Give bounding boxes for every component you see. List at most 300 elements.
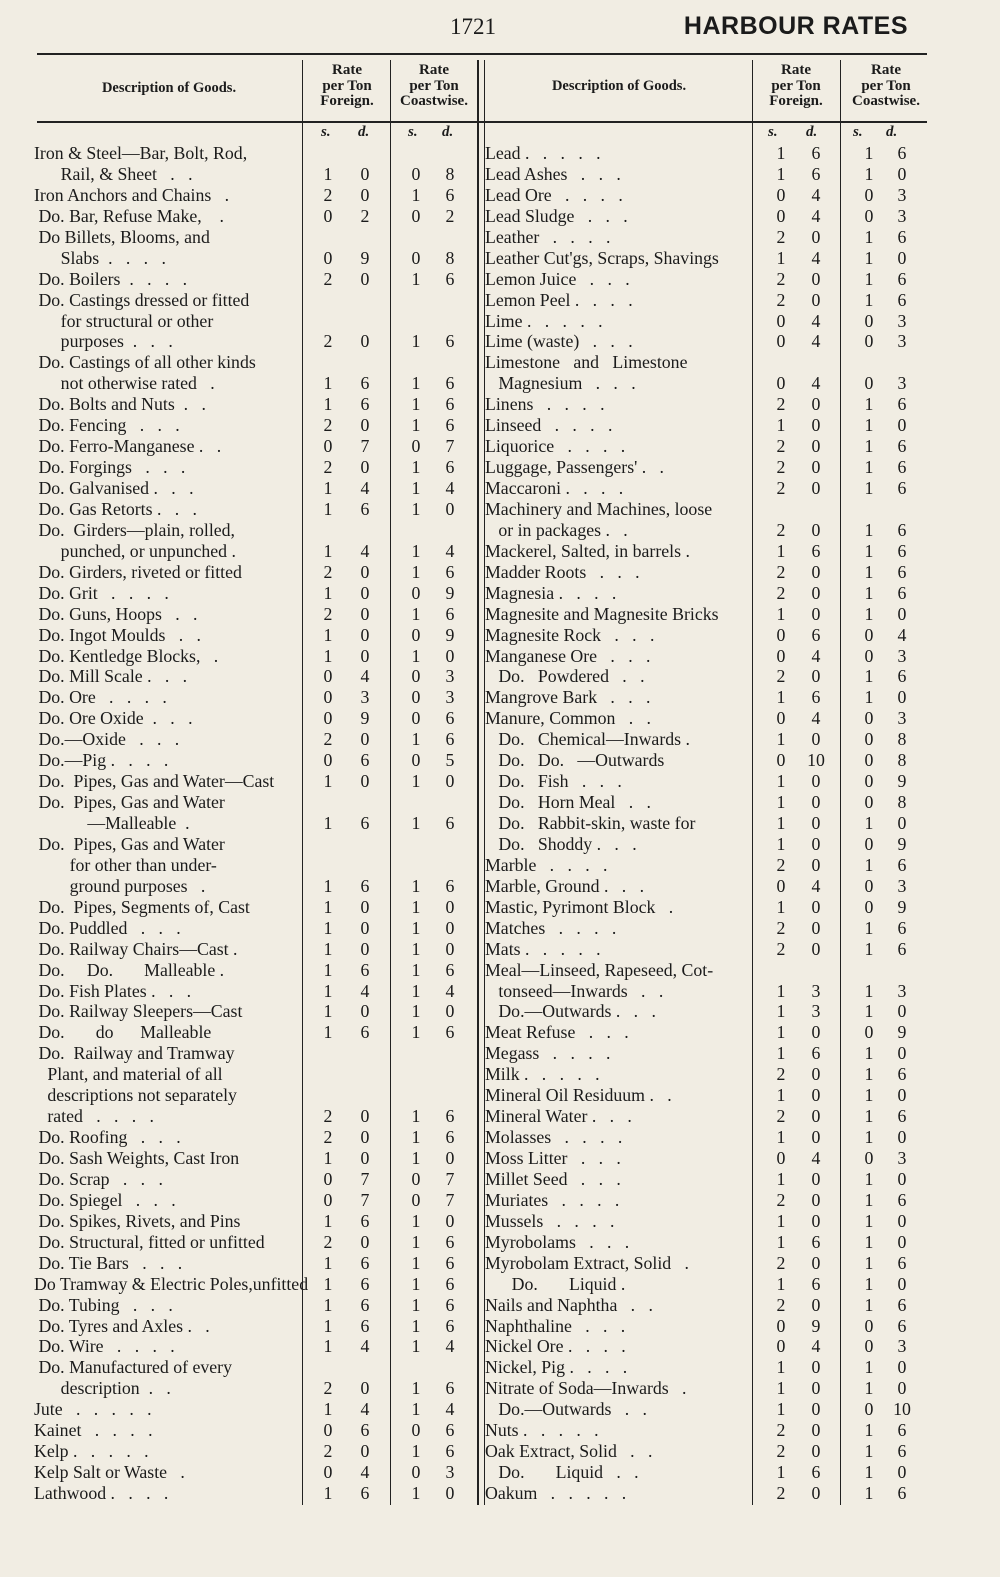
rate-coastwise-pence: 6 (897, 582, 907, 603)
table-row (485, 897, 935, 918)
rate-foreign-pence: 0 (360, 331, 370, 352)
rate-coastwise-pence: 0 (445, 1483, 455, 1503)
goods-description: Do. do Malleable (34, 1022, 212, 1043)
goods-description: Do.—Outwards . . . (485, 1001, 656, 1022)
rate-coastwise-pence: 0 (897, 1273, 907, 1294)
table-row (34, 646, 474, 667)
goods-description: Do. Liquid . (485, 1273, 626, 1294)
rate-foreign-pence: 0 (360, 896, 370, 917)
rate-coastwise-pence: 6 (445, 268, 455, 289)
table-row (34, 1378, 474, 1399)
rate-coastwise-pence: 0 (897, 1127, 907, 1148)
goods-description: Maccaroni . . . . (485, 478, 624, 498)
rate-coastwise-pence: 9 (445, 582, 455, 603)
rate-foreign-shillings: 2 (776, 457, 786, 478)
rate-foreign-shillings: 2 (323, 1231, 333, 1252)
rate-foreign-shillings: 1 (323, 624, 333, 645)
rate-foreign-shillings: 1 (776, 1462, 786, 1483)
rate-foreign-shillings: 1 (323, 917, 333, 938)
table-row (34, 1148, 474, 1169)
goods-description: Do. Guns, Hoops . . (34, 603, 198, 624)
rate-coastwise-pence: 3 (897, 331, 907, 352)
goods-description: Do. Tie Bars . . . (34, 1252, 183, 1273)
table-row (485, 541, 935, 562)
rate-coastwise-shillings: 1 (411, 1001, 421, 1022)
top-rule (37, 53, 927, 55)
rate-foreign-shillings: 1 (776, 1001, 786, 1022)
goods-description: Lead Sludge . . . (485, 205, 628, 226)
rate-coastwise-pence: 0 (445, 896, 455, 917)
goods-description: Do.—Pig . . . . (34, 750, 169, 771)
table-row (34, 373, 474, 394)
table-row (485, 1085, 935, 1106)
rate-coastwise-pence: 9 (897, 833, 907, 854)
table-row (34, 1295, 474, 1316)
rate-coastwise-pence: 0 (897, 813, 907, 833)
goods-description: Mastic, Pyrimont Block . (485, 896, 674, 917)
goods-description: Lathwood . . . . (34, 1483, 169, 1503)
rate-coastwise-pence: 6 (897, 1315, 907, 1336)
rate-foreign-shillings: 2 (776, 1106, 786, 1127)
rate-foreign-shillings: 1 (323, 1336, 333, 1357)
rate-coastwise-pence: 3 (897, 708, 907, 729)
rate-coastwise-shillings: 1 (864, 666, 874, 687)
goods-description: Megass . . . . (485, 1043, 611, 1064)
rate-coastwise-pence: 4 (445, 1336, 455, 1357)
goods-description: Kelp Salt or Waste . (34, 1462, 185, 1483)
rate-foreign-shillings: 0 (323, 708, 333, 729)
rate-coastwise-shillings: 1 (864, 1127, 874, 1148)
rate-coastwise-pence: 6 (897, 226, 907, 247)
table-row (34, 1001, 474, 1022)
rate-coastwise-shillings: 1 (411, 498, 421, 519)
table-row (34, 143, 474, 164)
rate-foreign-shillings: 0 (776, 1336, 786, 1357)
table-row (34, 520, 474, 541)
rate-coastwise-pence: 9 (897, 1022, 907, 1043)
rate-foreign-pence: 0 (811, 666, 821, 687)
table-row (34, 604, 474, 625)
table-row (34, 1085, 474, 1106)
rate-foreign-pence: 4 (360, 1399, 370, 1420)
goods-description: Limestone and Limestone (485, 352, 688, 373)
goods-description: Linens . . . . (485, 394, 605, 415)
unit-pence: d. (806, 124, 818, 140)
rate-foreign-shillings: 1 (323, 478, 333, 498)
header-line: Coastwise. (400, 93, 468, 109)
rate-coastwise-shillings: 0 (411, 708, 421, 729)
rate-coastwise-shillings: 0 (411, 687, 421, 708)
goods-description: Do. Railway and Tramway (34, 1043, 235, 1064)
rate-foreign-shillings: 0 (323, 1189, 333, 1210)
rate-foreign-pence: 6 (811, 1231, 821, 1252)
goods-description: Leather . . . . (485, 226, 611, 247)
header-line: Foreign. (769, 93, 823, 109)
rate-coastwise-pence: 0 (445, 1001, 455, 1022)
table-row (485, 331, 935, 352)
rate-foreign-shillings: 1 (776, 603, 786, 624)
goods-description: Muriates . . . . (485, 1189, 620, 1210)
rate-foreign-shillings: 0 (323, 436, 333, 457)
goods-description: Do. Wire . . . . (34, 1336, 175, 1357)
rate-foreign-pence: 0 (811, 1294, 821, 1315)
rate-coastwise-pence: 0 (897, 1231, 907, 1252)
rate-foreign-pence: 0 (360, 938, 370, 959)
rate-foreign-shillings: 2 (776, 1420, 786, 1441)
rate-foreign-pence: 4 (360, 1336, 370, 1357)
table-row (34, 1169, 474, 1190)
goods-description: Do. Ferro-Manganese . . (34, 436, 222, 457)
rate-foreign-pence: 0 (811, 289, 821, 310)
rate-coastwise-shillings: 1 (411, 478, 421, 498)
goods-description: Do. Girders—plain, rolled, (34, 519, 235, 540)
rate-coastwise-pence: 0 (897, 1085, 907, 1106)
rate-foreign-pence: 4 (360, 478, 370, 498)
rate-foreign-pence: 0 (811, 917, 821, 938)
rate-coastwise-shillings: 1 (864, 519, 874, 540)
goods-description: Machinery and Machines, loose (485, 498, 713, 519)
rate-foreign-pence: 6 (811, 540, 821, 561)
rate-foreign-pence: 6 (811, 1462, 821, 1483)
rate-coastwise-shillings: 0 (864, 1148, 874, 1168)
table-row (485, 1357, 935, 1378)
rate-coastwise-shillings: 1 (864, 1462, 874, 1483)
table-row (485, 855, 935, 876)
rate-coastwise-shillings: 1 (411, 331, 421, 352)
unit-shillings: s. (408, 124, 418, 140)
rate-foreign-pence: 4 (360, 540, 370, 561)
goods-description: Rail, & Sheet . . (34, 163, 193, 184)
table-row (485, 269, 935, 290)
rate-foreign-pence: 4 (811, 184, 821, 205)
rate-coastwise-pence: 0 (445, 498, 455, 519)
rate-coastwise-pence: 6 (445, 875, 455, 896)
rate-foreign-pence: 0 (811, 478, 821, 498)
rate-foreign-pence: 0 (360, 1148, 370, 1168)
goods-description: purposes . . . (34, 331, 173, 352)
rate-foreign-pence: 0 (360, 771, 370, 792)
goods-description: Do. Shoddy . . . (485, 833, 637, 854)
rate-foreign-pence: 0 (811, 603, 821, 624)
table-row (485, 750, 935, 771)
rate-foreign-shillings: 2 (323, 561, 333, 582)
table-row (485, 771, 935, 792)
rate-foreign-pence: 6 (360, 1022, 370, 1043)
rate-foreign-shillings: 2 (776, 289, 786, 310)
rate-coastwise-shillings: 1 (864, 268, 874, 289)
rate-foreign-pence: 4 (811, 205, 821, 226)
rate-coastwise-pence: 0 (445, 771, 455, 792)
rate-coastwise-pence: 6 (897, 917, 907, 938)
goods-description: —Malleable . (34, 813, 190, 833)
table-row (34, 625, 474, 646)
right-description-header: Description of Goods. (551, 78, 687, 94)
rate-foreign-shillings: 1 (776, 1168, 786, 1189)
rate-coastwise-shillings: 1 (411, 540, 421, 561)
rate-foreign-shillings: 1 (323, 1148, 333, 1168)
goods-description: Millet Seed . . . (485, 1168, 621, 1189)
unit-shillings: s. (321, 124, 331, 140)
table-row (34, 918, 474, 939)
rate-foreign-shillings: 2 (776, 1294, 786, 1315)
table-row (34, 185, 474, 206)
rate-coastwise-shillings: 1 (864, 917, 874, 938)
rate-foreign-shillings: 0 (776, 1315, 786, 1336)
table-row (34, 855, 474, 876)
goods-description: for other than under- (34, 854, 217, 875)
header-line: Foreign. (320, 93, 374, 109)
rate-coastwise-shillings: 0 (411, 247, 421, 268)
table-row (485, 352, 935, 373)
table-row (34, 436, 474, 457)
rate-coastwise-shillings: 1 (411, 415, 421, 436)
rate-coastwise-shillings: 1 (864, 938, 874, 959)
goods-description: description . . (34, 1378, 171, 1399)
rate-foreign-shillings: 1 (776, 540, 786, 561)
rate-coastwise-shillings: 0 (411, 666, 421, 687)
rate-foreign-shillings: 2 (776, 226, 786, 247)
table-row (485, 1420, 935, 1441)
rate-foreign-shillings: 2 (776, 1441, 786, 1462)
table-row (34, 457, 474, 478)
goods-description: for structural or other (34, 310, 214, 331)
rate-foreign-pence: 6 (360, 1483, 370, 1503)
goods-description: Do. Boilers . . . . (34, 268, 188, 289)
rate-foreign-shillings: 2 (323, 603, 333, 624)
rate-coastwise-shillings: 1 (864, 394, 874, 415)
unit-shillings: s. (853, 124, 863, 140)
table-row (34, 1043, 474, 1064)
rate-foreign-pence: 9 (360, 708, 370, 729)
rate-foreign-pence: 6 (360, 1294, 370, 1315)
rate-coastwise-pence: 6 (897, 143, 907, 163)
rate-foreign-pence: 0 (811, 226, 821, 247)
rate-coastwise-shillings: 0 (411, 1168, 421, 1189)
table-row (485, 834, 935, 855)
rate-coastwise-shillings: 0 (411, 750, 421, 771)
rate-foreign-pence: 0 (811, 1378, 821, 1399)
rate-coastwise-pence: 8 (445, 247, 455, 268)
rate-foreign-pence: 0 (360, 582, 370, 603)
rate-foreign-shillings: 0 (776, 184, 786, 205)
rate-coastwise-shillings: 0 (411, 624, 421, 645)
rate-foreign-shillings: 1 (323, 645, 333, 666)
rate-foreign-pence: 6 (360, 1252, 370, 1273)
rate-coastwise-shillings: 1 (411, 1336, 421, 1357)
rate-coastwise-pence: 6 (445, 561, 455, 582)
goods-description: Mackerel, Salted, in barrels . (485, 540, 690, 561)
rate-foreign-shillings: 0 (776, 1148, 786, 1168)
rate-foreign-shillings: 1 (323, 771, 333, 792)
rate-coastwise-shillings: 0 (864, 205, 874, 226)
rate-coastwise-pence: 3 (897, 373, 907, 394)
table-row (34, 939, 474, 960)
rate-coastwise-pence: 6 (445, 603, 455, 624)
rate-coastwise-shillings: 1 (864, 415, 874, 436)
rate-foreign-pence: 6 (360, 959, 370, 980)
table-row (485, 415, 935, 436)
rate-foreign-pence: 0 (360, 1231, 370, 1252)
goods-description: Do. Roofing . . . (34, 1127, 181, 1148)
rate-coastwise-shillings: 1 (864, 854, 874, 875)
rate-foreign-pence: 0 (811, 1106, 821, 1127)
table-row (485, 436, 935, 457)
table-row (485, 206, 935, 227)
rate-coastwise-shillings: 1 (864, 1378, 874, 1399)
rate-foreign-pence: 0 (360, 561, 370, 582)
goods-description: Do Tramway & Electric Poles,unfitted (34, 1273, 309, 1294)
rate-coastwise-shillings: 1 (411, 980, 421, 1001)
goods-description: Magnesia . . . . (485, 582, 617, 603)
goods-description: Luggage, Passengers' . . (485, 457, 665, 478)
table-row (34, 1357, 474, 1378)
table-row (34, 248, 474, 269)
left-foreign-header (304, 63, 390, 110)
rate-coastwise-shillings: 1 (411, 1378, 421, 1399)
rate-foreign-pence: 4 (811, 875, 821, 896)
rate-coastwise-shillings: 1 (864, 289, 874, 310)
goods-description: Meat Refuse . . . (485, 1022, 629, 1043)
rate-coastwise-shillings: 1 (864, 582, 874, 603)
rate-foreign-pence: 6 (360, 750, 370, 771)
rate-coastwise-shillings: 0 (864, 1022, 874, 1043)
rate-foreign-pence: 0 (811, 268, 821, 289)
goods-description: Lemon Juice . . . (485, 268, 630, 289)
rate-foreign-pence: 0 (811, 519, 821, 540)
rate-foreign-shillings: 1 (323, 1001, 333, 1022)
rate-coastwise-shillings: 1 (864, 226, 874, 247)
rate-coastwise-pence: 6 (897, 854, 907, 875)
right-table-body (485, 143, 935, 1504)
goods-description: Do. Forgings . . . (34, 457, 186, 478)
goods-description: Do. Pipes, Gas and Water (34, 792, 225, 813)
rate-coastwise-shillings: 0 (411, 163, 421, 184)
rate-foreign-pence: 0 (360, 163, 370, 184)
unit-pence: d. (442, 124, 454, 140)
rate-foreign-shillings: 0 (776, 875, 786, 896)
rate-foreign-pence: 6 (360, 1210, 370, 1231)
header-line: Rate (332, 62, 362, 78)
rate-foreign-pence: 0 (360, 415, 370, 436)
goods-description: Myrobolams . . . (485, 1231, 630, 1252)
table-row (485, 708, 935, 729)
rate-foreign-pence: 0 (360, 184, 370, 205)
goods-description: Magnesite Rock . . . (485, 624, 655, 645)
rate-coastwise-shillings: 1 (864, 1483, 874, 1503)
goods-description: Myrobolam Extract, Solid . (485, 1252, 689, 1273)
goods-description: Do.—Oxide . . . (34, 729, 180, 750)
header-line: Rate (871, 62, 901, 78)
rate-foreign-pence: 0 (811, 1168, 821, 1189)
goods-description: Lemon Peel . . . . (485, 289, 633, 310)
rate-coastwise-pence: 6 (445, 1378, 455, 1399)
rate-foreign-pence: 10 (807, 750, 825, 771)
rate-coastwise-shillings: 1 (411, 457, 421, 478)
rate-foreign-pence: 0 (360, 268, 370, 289)
rate-foreign-pence: 0 (360, 603, 370, 624)
rate-foreign-pence: 9 (811, 1315, 821, 1336)
rate-coastwise-pence: 6 (897, 1294, 907, 1315)
rate-foreign-shillings: 1 (323, 498, 333, 519)
goods-description: punched, or unpunched . (34, 540, 236, 561)
rate-foreign-shillings: 2 (776, 394, 786, 415)
table-row (34, 1253, 474, 1274)
rate-coastwise-shillings: 1 (864, 1441, 874, 1462)
header-line: per Ton (861, 77, 911, 94)
rate-foreign-shillings: 2 (323, 457, 333, 478)
rate-foreign-pence: 0 (811, 436, 821, 457)
rate-coastwise-pence: 6 (897, 1106, 907, 1127)
rate-coastwise-pence: 6 (445, 331, 455, 352)
right-foreign-header (753, 63, 839, 110)
rate-coastwise-pence: 3 (897, 645, 907, 666)
rate-coastwise-shillings: 1 (411, 1273, 421, 1294)
table-row (485, 1127, 935, 1148)
rate-foreign-pence: 4 (811, 708, 821, 729)
goods-description: not otherwise rated . (34, 373, 215, 394)
header-line: per Ton (409, 77, 459, 94)
table-row (485, 1064, 935, 1085)
rate-coastwise-pence: 6 (445, 373, 455, 394)
table-row (34, 541, 474, 562)
unit-shillings: s. (768, 124, 778, 140)
rate-coastwise-shillings: 1 (411, 1022, 421, 1043)
table-row (34, 206, 474, 227)
rate-coastwise-shillings: 0 (864, 373, 874, 394)
goods-description: Do. Puddled . . . (34, 917, 181, 938)
goods-description: Do. Railway Sleepers—Cast (34, 1001, 243, 1022)
goods-description: Do. Ore . . . . (34, 687, 167, 708)
goods-description: Do. Spiegel . . . (34, 1189, 176, 1210)
goods-description: Magnesite and Magnesite Bricks (485, 603, 719, 624)
goods-description: Do. Bolts and Nuts . . (34, 394, 206, 415)
table-row (485, 1274, 935, 1295)
rate-coastwise-pence: 4 (897, 624, 907, 645)
table-row (485, 666, 935, 687)
goods-description: Nickel, Pig . . . . (485, 1357, 628, 1378)
rate-foreign-pence: 6 (360, 1315, 370, 1336)
table-row (34, 1274, 474, 1295)
goods-description: Manure, Common . . (485, 708, 651, 729)
rate-coastwise-pence: 0 (897, 603, 907, 624)
rate-coastwise-pence: 6 (897, 1420, 907, 1441)
rate-foreign-shillings: 1 (323, 1315, 333, 1336)
rate-coastwise-shillings: 0 (864, 1336, 874, 1357)
rate-foreign-shillings: 0 (776, 750, 786, 771)
rate-coastwise-shillings: 0 (864, 833, 874, 854)
rate-foreign-pence: 0 (811, 896, 821, 917)
rate-coastwise-pence: 8 (897, 750, 907, 771)
table-row (485, 478, 935, 499)
header-rule (37, 121, 927, 123)
rate-coastwise-pence: 3 (445, 1462, 455, 1483)
goods-description: Do. Rabbit-skin, waste for (485, 813, 696, 833)
rate-foreign-pence: 4 (811, 331, 821, 352)
rate-foreign-shillings: 2 (323, 184, 333, 205)
rate-coastwise-shillings: 1 (411, 729, 421, 750)
goods-description: Do. Fish . . . (485, 771, 622, 792)
rate-foreign-pence: 4 (360, 1462, 370, 1483)
table-row (34, 499, 474, 520)
table-row (485, 1106, 935, 1127)
goods-description: Liquorice . . . . (485, 436, 626, 457)
rate-coastwise-shillings: 1 (864, 1043, 874, 1064)
rate-coastwise-pence: 9 (897, 896, 907, 917)
rate-coastwise-shillings: 0 (411, 1189, 421, 1210)
rate-coastwise-shillings: 1 (411, 938, 421, 959)
goods-description: Do. Ore Oxide . . . (34, 708, 193, 729)
rate-foreign-pence: 0 (811, 561, 821, 582)
